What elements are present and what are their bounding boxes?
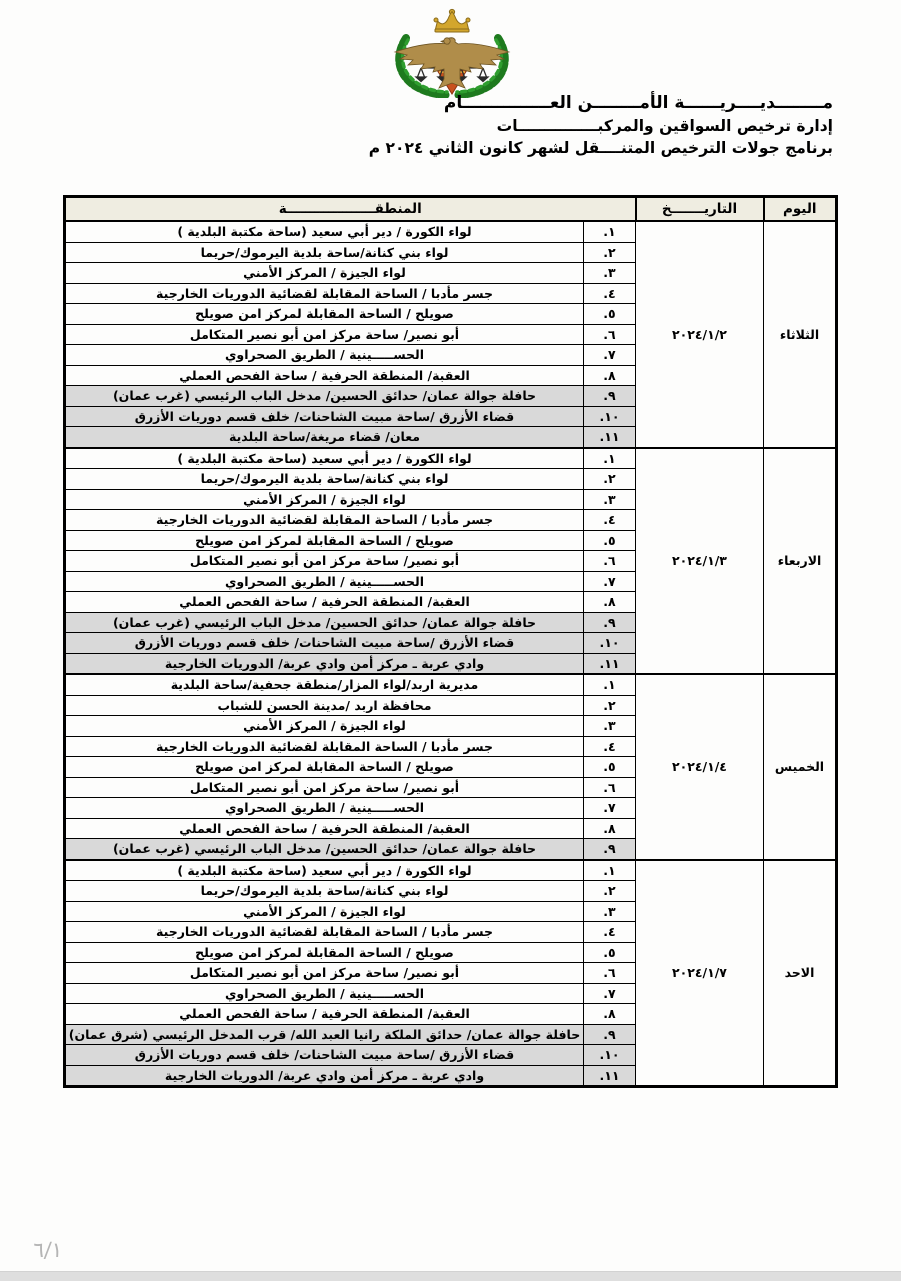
column-header-date: التاريـــــــخ	[636, 197, 764, 222]
row-number-cell: .٨	[584, 1004, 636, 1025]
dept-title: إدارة ترخيص السواقين والمركبـــــــــــــــات	[496, 117, 833, 135]
crown-icon	[434, 9, 470, 32]
row-number-cell: .١	[584, 448, 636, 469]
region-cell: صويلح / الساحة المقابلة لمركز امن صويلح	[65, 304, 584, 325]
day-cell: الاحد	[764, 860, 837, 1087]
region-cell: الحســـــينية / الطريق الصحراوي	[65, 983, 584, 1004]
date-cell: ٢٠٢٤/١/٣	[636, 448, 764, 675]
day-cell: الاربعاء	[764, 448, 837, 675]
page-number: ٦/١	[32, 1238, 64, 1262]
row-number-cell: .٢	[584, 695, 636, 716]
region-cell: قضاء الأزرق /ساحة مبيت الشاحنات/ خلف قسم دوريات الأزرق	[65, 633, 584, 654]
row-number-cell: .٦	[584, 963, 636, 984]
region-cell: لواء بني كنانة/ساحة بلدية اليرموك/حريما	[65, 242, 584, 263]
row-number-cell: .٧	[584, 345, 636, 366]
region-cell: محافظة اربد /مدينة الحسن للشباب	[65, 695, 584, 716]
row-number-cell: .٢	[584, 469, 636, 490]
region-cell: قضاء الأزرق /ساحة مبيت الشاحنات/ خلف قسم دوريات الأزرق	[65, 1045, 584, 1066]
region-cell: حافلة جوالة عمان/ حدائق الملكة رانيا العبد الله/ قرب المدخل الرئيسي (شرق عمان)	[65, 1024, 584, 1045]
row-number-cell: .٧	[584, 983, 636, 1004]
region-cell: لواء الجيزة / المركز الأمني	[65, 263, 584, 284]
date-cell: ٢٠٢٤/١/٤	[636, 674, 764, 860]
row-number-cell: .٩	[584, 1024, 636, 1045]
region-cell: وادي عربة ـ مركز أمن وادي عربة/ الدوريات الخارجية	[65, 653, 584, 674]
row-number-cell: .٧	[584, 798, 636, 819]
region-cell: الحســـــينية / الطريق الصحراوي	[65, 571, 584, 592]
day-cell: الثلاثاء	[764, 221, 837, 448]
row-number-cell: .٤	[584, 922, 636, 943]
region-cell: جسر مأدبا / الساحة المقابلة لقضائية الدوريات الخارجية	[65, 510, 584, 531]
row-number-cell: .٦	[584, 777, 636, 798]
table-header-row	[65, 197, 837, 222]
region-cell: لواء بني كنانة/ساحة بلدية اليرموك/حريما	[65, 469, 584, 490]
org-title: مــــــــديــــريــــــة الأمــــــــن العـــــــــــــــام	[443, 93, 833, 113]
table-row	[65, 674, 837, 695]
region-cell: العقبة/ المنطقة الحرفية / ساحة الفحص العملي	[65, 1004, 584, 1025]
row-number-cell: .٩	[584, 386, 636, 407]
region-cell: صويلح / الساحة المقابلة لمركز امن صويلح	[65, 757, 584, 778]
eagle-beak	[440, 40, 444, 43]
region-cell: جسر مأدبا / الساحة المقابلة لقضائية الدوريات الخارجية	[65, 922, 584, 943]
row-number-cell: .٣	[584, 489, 636, 510]
row-number-cell: .٧	[584, 571, 636, 592]
region-cell: قضاء الأزرق /ساحة مبيت الشاحنات/ خلف قسم دوريات الأزرق	[65, 406, 584, 427]
row-number-cell: .٣	[584, 716, 636, 737]
region-cell: العقبة/ المنطقة الحرفية / ساحة الفحص العملي	[65, 592, 584, 613]
row-number-cell: .٩	[584, 839, 636, 860]
row-number-cell: .٤	[584, 510, 636, 531]
letterhead	[233, 92, 833, 159]
column-header-region: المنطقـــــــــــــــــــة	[65, 197, 636, 222]
region-cell: لواء الجيزة / المركز الأمني	[65, 716, 584, 737]
region-cell: معان/ قضاء مريغة/ساحة البلدية	[65, 427, 584, 448]
region-cell: جسر مأدبا / الساحة المقابلة لقضائية الدوريات الخارجية	[65, 736, 584, 757]
row-number-cell: .٢	[584, 881, 636, 902]
eagle-head	[444, 38, 450, 44]
row-number-cell: .٣	[584, 901, 636, 922]
region-cell: حافلة جوالة عمان/ حدائق الحسين/ مدخل الباب الرئيسي (غرب عمان)	[65, 612, 584, 633]
region-cell: أبو نصير/ ساحة مركز امن أبو نصير المتكامل	[65, 324, 584, 345]
region-cell: وادي عربة ـ مركز أمن وادي عربة/ الدوريات الخارجية	[65, 1065, 584, 1087]
region-cell: لواء الكورة / دير أبي سعيد (ساحة مكتبة البلدية )	[65, 221, 584, 242]
row-number-cell: .١٠	[584, 633, 636, 654]
row-number-cell: .٥	[584, 530, 636, 551]
region-cell: لواء الكورة / دير أبي سعيد (ساحة مكتبة البلدية )	[65, 860, 584, 881]
row-number-cell: .٥	[584, 304, 636, 325]
schedule-table	[63, 195, 838, 1088]
region-cell: أبو نصير/ ساحة مركز امن أبو نصير المتكامل	[65, 551, 584, 572]
region-cell: جسر مأدبا / الساحة المقابلة لقضائية الدوريات الخارجية	[65, 283, 584, 304]
region-cell: مديرية اربد/لواء المزار/منطقة جحفية/ساحة البلدية	[65, 674, 584, 695]
row-number-cell: .٦	[584, 551, 636, 572]
region-cell: العقبة/ المنطقة الحرفية / ساحة الفحص العملي	[65, 818, 584, 839]
region-cell: الحســـــينية / الطريق الصحراوي	[65, 798, 584, 819]
region-cell: لواء الكورة / دير أبي سعيد (ساحة مكتبة البلدية )	[65, 448, 584, 469]
schedule-table-body	[65, 221, 837, 1087]
row-number-cell: .١	[584, 221, 636, 242]
public-security-emblem-icon	[391, 8, 513, 98]
region-cell: صويلح / الساحة المقابلة لمركز امن صويلح	[65, 530, 584, 551]
row-number-cell: .٨	[584, 818, 636, 839]
column-header-day: اليوم	[764, 197, 837, 222]
region-cell: الحســـــينية / الطريق الصحراوي	[65, 345, 584, 366]
region-cell: حافلة جوالة عمان/ حدائق الحسين/ مدخل الباب الرئيسي (غرب عمان)	[65, 386, 584, 407]
row-number-cell: .٥	[584, 942, 636, 963]
region-cell: لواء الجيزة / المركز الأمني	[65, 901, 584, 922]
program-title: برنامج جولات الترخيص المتنــــقل لشهر كانون الثاني ٢٠٢٤ م	[368, 139, 833, 157]
table-row	[65, 860, 837, 881]
row-number-cell: .٥	[584, 757, 636, 778]
row-number-cell: .٦	[584, 324, 636, 345]
row-number-cell: .١٠	[584, 406, 636, 427]
row-number-cell: .١٠	[584, 1045, 636, 1066]
region-cell: أبو نصير/ ساحة مركز امن أبو نصير المتكامل	[65, 777, 584, 798]
row-number-cell: .٤	[584, 283, 636, 304]
row-number-cell: .٤	[584, 736, 636, 757]
region-cell: صويلح / الساحة المقابلة لمركز امن صويلح	[65, 942, 584, 963]
day-cell: الخميس	[764, 674, 837, 860]
row-number-cell: .١١	[584, 427, 636, 448]
date-cell: ٢٠٢٤/١/٧	[636, 860, 764, 1087]
row-number-cell: .٣	[584, 263, 636, 284]
region-cell: حافلة جوالة عمان/ حدائق الحسين/ مدخل الباب الرئيسي (غرب عمان)	[65, 839, 584, 860]
row-number-cell: .١	[584, 674, 636, 695]
table-row	[65, 221, 837, 242]
row-number-cell: .١١	[584, 653, 636, 674]
row-number-cell: .٨	[584, 592, 636, 613]
row-number-cell: .٨	[584, 365, 636, 386]
row-number-cell: .١	[584, 860, 636, 881]
region-cell: لواء الجيزة / المركز الأمني	[65, 489, 584, 510]
date-cell: ٢٠٢٤/١/٢	[636, 221, 764, 448]
row-number-cell: .٢	[584, 242, 636, 263]
region-cell: العقبة/ المنطقة الحرفية / ساحة الفحص العملي	[65, 365, 584, 386]
table-row	[65, 448, 837, 469]
region-cell: أبو نصير/ ساحة مركز امن أبو نصير المتكامل	[65, 963, 584, 984]
region-cell: لواء بني كنانة/ساحة بلدية اليرموك/حريما	[65, 881, 584, 902]
row-number-cell: .٩	[584, 612, 636, 633]
row-number-cell: .١١	[584, 1065, 636, 1087]
